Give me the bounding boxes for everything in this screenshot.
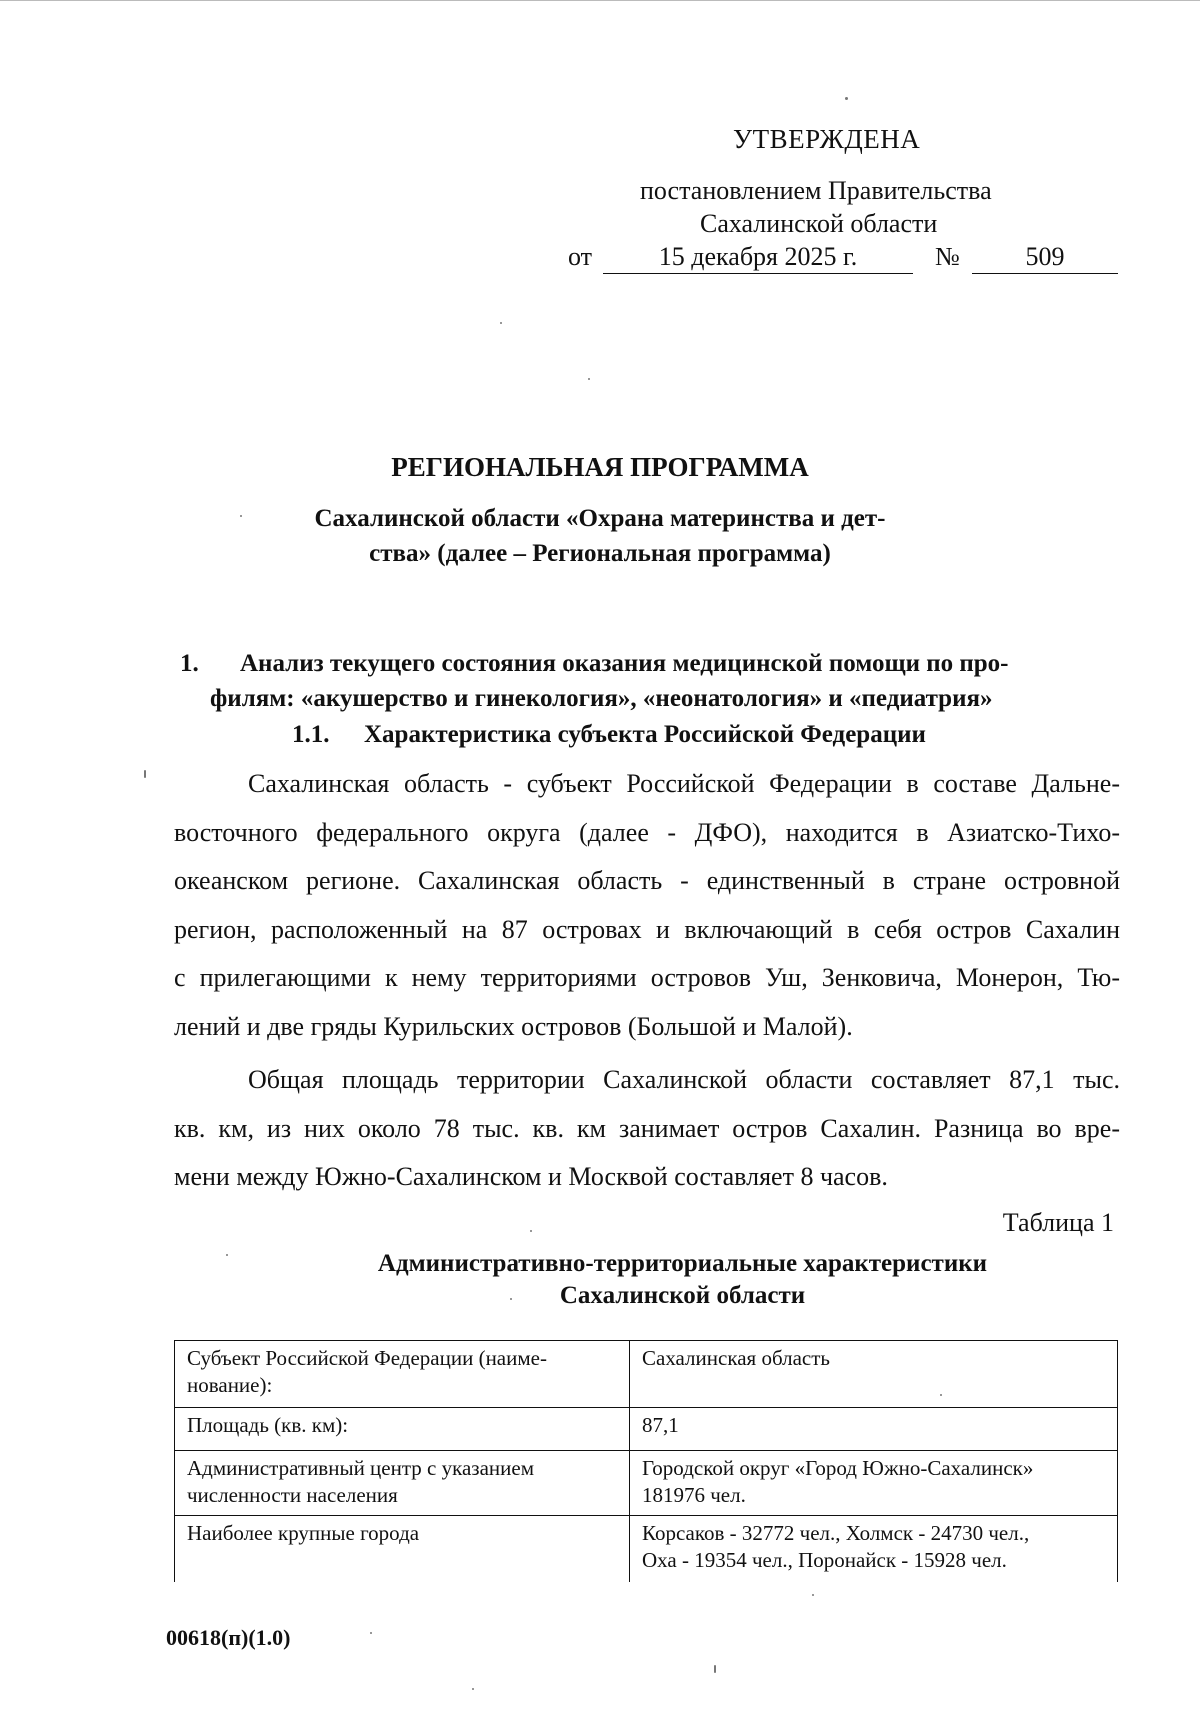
paragraph-2 [174, 1056, 1120, 1202]
table-cell-label [175, 1408, 630, 1451]
table-row [175, 1516, 1118, 1583]
paragraph-1-line: океанском регионе. Сахалинская область - единственный в стране островной [174, 866, 1120, 895]
approval-title: УТВЕРЖДЕНА [733, 124, 921, 154]
paragraph-1-line: восточного федерального округа (далее - ДФО), находится в Азиатско-Тихо- [174, 817, 1120, 847]
table-number-label: Таблица 1 [1002, 1208, 1114, 1237]
cell-text: Субъект Российской Федерации (наиме- [187, 1346, 547, 1370]
approval-line-1: постановлением Правительства [640, 176, 992, 205]
cell-text: Административный центр с указанием [187, 1456, 535, 1480]
approval-date: 15 декабря 2025 г. [603, 242, 913, 274]
cell-text: Городской округ «Город Южно-Сахалинск» [642, 1456, 1034, 1480]
document-code: 00618(п)(1.0) [166, 1625, 291, 1650]
program-subtitle-line-1: Сахалинской области «Охрана материнства и дет- [314, 505, 886, 532]
approval-line-2: Сахалинской области [700, 209, 938, 238]
approval-number: 509 [972, 242, 1118, 274]
table-cell-value [630, 1408, 1118, 1451]
section-1-heading-line-2: филям: «акушерство и гинекология», «неонатология» и «педиатрия» [210, 685, 993, 712]
approval-date-row [568, 242, 1128, 276]
scan-speck [940, 1394, 942, 1396]
scan-speck [370, 1632, 372, 1634]
program-title: РЕГИОНАЛЬНАЯ ПРОГРАММА [391, 452, 809, 482]
paragraph-1-line: Сахалинская область - субъект Российской Федерации в составе Дальне- [248, 769, 1120, 798]
paragraph-2-line: мени между Южно-Сахалинском и Москвой составляет 8 часов. [174, 1162, 888, 1191]
table-cell-value [630, 1341, 1118, 1408]
table-title-line-1: Административно-территориальные характеристики [377, 1250, 988, 1277]
paragraph-1-line: регион, расположенный на 87 островах и включающий в себя остров Сахалин [174, 914, 1120, 944]
table-row [175, 1408, 1118, 1451]
paragraph-1-line: лений и две гряды Курильских островов (Большой и Малой). [174, 1011, 853, 1041]
scan-speck [144, 770, 146, 778]
scan-speck [812, 1594, 814, 1596]
scan-top-edge [0, 0, 1200, 1]
cell-text: Сахалинская область [642, 1346, 830, 1370]
cell-text: 87,1 [642, 1413, 679, 1437]
section-1-1-title: Характеристика субъекта Российской Федерации [364, 721, 926, 748]
scan-speck [845, 97, 848, 100]
cell-text: нование): [187, 1373, 273, 1397]
paragraph-1 [174, 760, 1120, 1051]
scan-speck [510, 1298, 512, 1300]
section-1-heading-line-1: Анализ текущего состояния оказания медицинской помощи по про- [240, 650, 1009, 677]
scan-speck [472, 1688, 474, 1690]
program-subtitle-line-2: ства» (далее – Региональная программа) [369, 540, 831, 567]
cell-text: численности населения [187, 1483, 398, 1507]
cell-text: Наиболее крупные города [187, 1521, 420, 1545]
cell-text: Площадь (кв. км): [187, 1413, 349, 1437]
table-cell-value [630, 1516, 1118, 1583]
table-row [175, 1341, 1118, 1408]
cell-text: 181976 чел. [642, 1483, 746, 1507]
table-cell-value [630, 1451, 1118, 1516]
scan-speck [714, 1665, 716, 1673]
number-sign: № [935, 242, 960, 271]
cell-text: Корсаков - 32772 чел., Холмск - 24730 чел., [642, 1521, 1030, 1545]
date-prefix: от [568, 242, 593, 271]
table-cell-label [175, 1341, 630, 1408]
paragraph-1-line: с прилегающими к нему территориями островов Уш, Зенковича, Монерон, Тю- [174, 963, 1120, 992]
cell-text: Оха - 19354 чел., Поронайск - 15928 чел. [642, 1548, 1007, 1572]
table-row [175, 1451, 1118, 1516]
admin-characteristics-table [174, 1340, 1118, 1582]
paragraph-2-line: кв. км, из них около 78 тыс. кв. км занимает остров Сахалин. Разница во вре- [174, 1113, 1120, 1143]
scan-speck [226, 1254, 228, 1256]
table-cell-label [175, 1516, 630, 1583]
table-title-line-2: Сахалинской области [559, 1282, 806, 1309]
table-cell-label [175, 1451, 630, 1516]
scan-speck [588, 378, 590, 380]
scan-speck [500, 322, 502, 324]
scan-speck [530, 1230, 532, 1232]
scan-speck [240, 515, 242, 517]
section-1-number: 1. [180, 650, 199, 677]
paragraph-2-line: Общая площадь территории Сахалинской области составляет 87,1 тыс. [248, 1065, 1120, 1094]
section-1-1-number: 1.1. [292, 721, 330, 748]
